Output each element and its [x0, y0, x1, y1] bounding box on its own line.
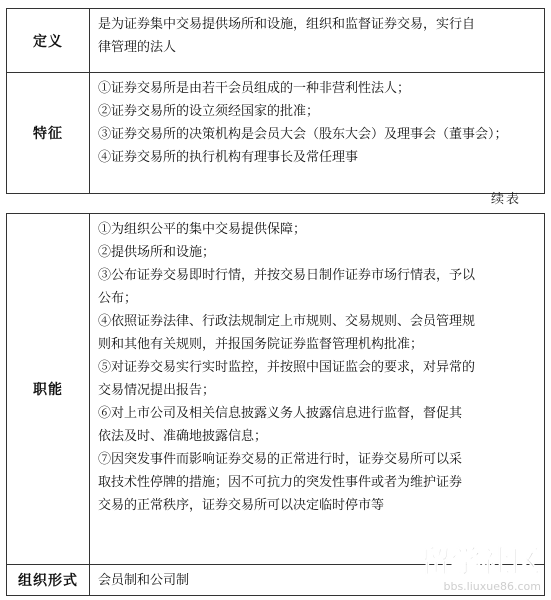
- feature-item: ④证券交易所的执行机构有理事长及常任理事: [98, 150, 359, 165]
- function-line: 则和其他有关规则，并报国务院证券监督管理机构批准；: [98, 337, 424, 352]
- functions-row: [7, 214, 545, 565]
- function-line: ③公布证券交易即时行情，并按交易日制作证券市场行情表，予以: [98, 268, 476, 283]
- functions-label: 职能: [7, 214, 90, 565]
- features-label: 特征: [7, 73, 90, 194]
- definition-label: 定义: [7, 9, 90, 73]
- watermark-url-text: bbs.liuxue86.com: [443, 580, 541, 593]
- features-content: [90, 73, 545, 194]
- definition-features-table: [6, 8, 545, 194]
- function-line: 交易情况提出报告；: [98, 383, 216, 398]
- feature-item: ③证券交易所的决策机构是会员大会（股东大会）及理事会（董事会）；: [98, 127, 508, 142]
- function-line: 依法及时、准确地披露信息；: [98, 429, 268, 444]
- org-form-value: 会员制和公司制: [90, 565, 545, 596]
- features-row: [7, 73, 545, 194]
- feature-item: ②证券交易所的设立须经国家的批准；: [98, 104, 320, 119]
- function-line: ⑥对上市公司及相关信息披露义务人披露信息进行监督，督促其: [98, 406, 463, 421]
- definition-line: 是为证券集中交易提供场所和设施，组织和监督证券交易，实行自: [98, 17, 476, 32]
- org-form-label: 组织形式: [7, 565, 90, 596]
- definition-line: 律管理的法人: [98, 40, 177, 55]
- functions-content: [90, 214, 545, 565]
- watermark-logo: [373, 538, 543, 596]
- function-line: 交易的正常秩序，证券交易所可以决定临时停市等: [98, 498, 385, 513]
- continued-table-label: 续表: [490, 192, 521, 207]
- function-line: ②提供场所和设施；: [98, 245, 216, 260]
- function-line: ④依照证券法律、行政法规制定上市规则、交易规则、会员管理规: [98, 314, 476, 329]
- watermark-brand-text: 留学社区: [421, 545, 541, 580]
- function-line: 取技术性停牌的措施；因不可抗力的突发性事件或者为维护证券: [98, 475, 463, 490]
- function-line: ⑤对证券交易实行实时监控，并按照中国证监会的要求，对异常的: [98, 360, 476, 375]
- function-line: ⑦因突发事件而影响证券交易的正常进行时，证券交易所可以采: [98, 452, 463, 467]
- function-line: ①为组织公平的集中交易提供保障；: [98, 222, 307, 237]
- function-line: 公布；: [98, 291, 138, 306]
- definition-row: [7, 9, 545, 73]
- feature-item: ①证券交易所是由若干会员组成的一种非营利性法人；: [98, 81, 411, 96]
- definition-content: [90, 9, 545, 73]
